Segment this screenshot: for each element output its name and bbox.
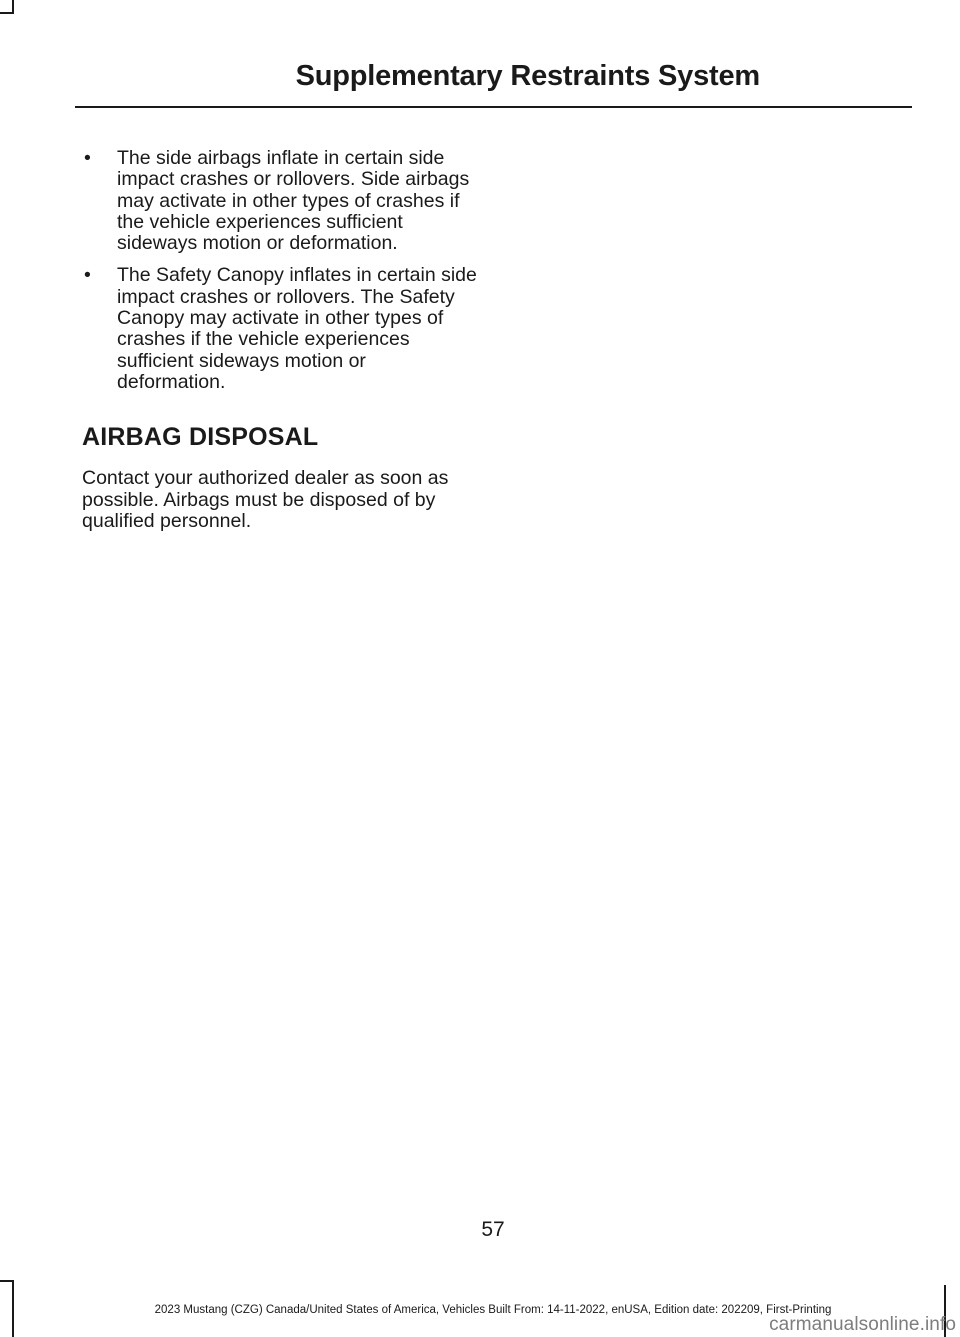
bullet-marker: • — [84, 147, 91, 169]
header-divider — [75, 106, 912, 108]
main-content — [82, 148, 477, 532]
body-paragraph: Contact your authorized dealer as soon as possible. Airbags must be disposed of by qualified personnel. — [82, 467, 449, 532]
crop-mark-bottom-left-h — [0, 1280, 14, 1282]
list-item — [82, 265, 477, 393]
bullet-marker: • — [84, 264, 91, 287]
list-item-text: The Safety Canopy inflates in certain side impact crashes or rollovers. The Safety Canopy may activate in other types of crashes if the vehicle experiences sufficient sideways motion or deformation. — [117, 264, 477, 393]
bullet-list — [82, 148, 477, 393]
page-number: 57 — [481, 1218, 505, 1241]
page-title: Supplementary Restraints System — [295, 60, 760, 92]
list-item-text: The side airbags inflate in certain side impact crashes or rollovers. Side airbags may activate in other types of crashes if the vehicle experiences sufficient sideways motion or deformation. — [117, 147, 470, 255]
list-item — [82, 148, 477, 254]
footer-edition-line: 2023 Mustang (CZG) Canada/United States of America, Vehicles Built From: 14-11-2022, enUSA, Edition date: 202209, First-Printing — [154, 1304, 832, 1316]
crop-mark-top-left-h — [0, 12, 14, 14]
watermark[interactable]: carmanualsonline.info — [769, 1314, 956, 1335]
section-heading: AIRBAG DISPOSAL — [82, 423, 319, 452]
